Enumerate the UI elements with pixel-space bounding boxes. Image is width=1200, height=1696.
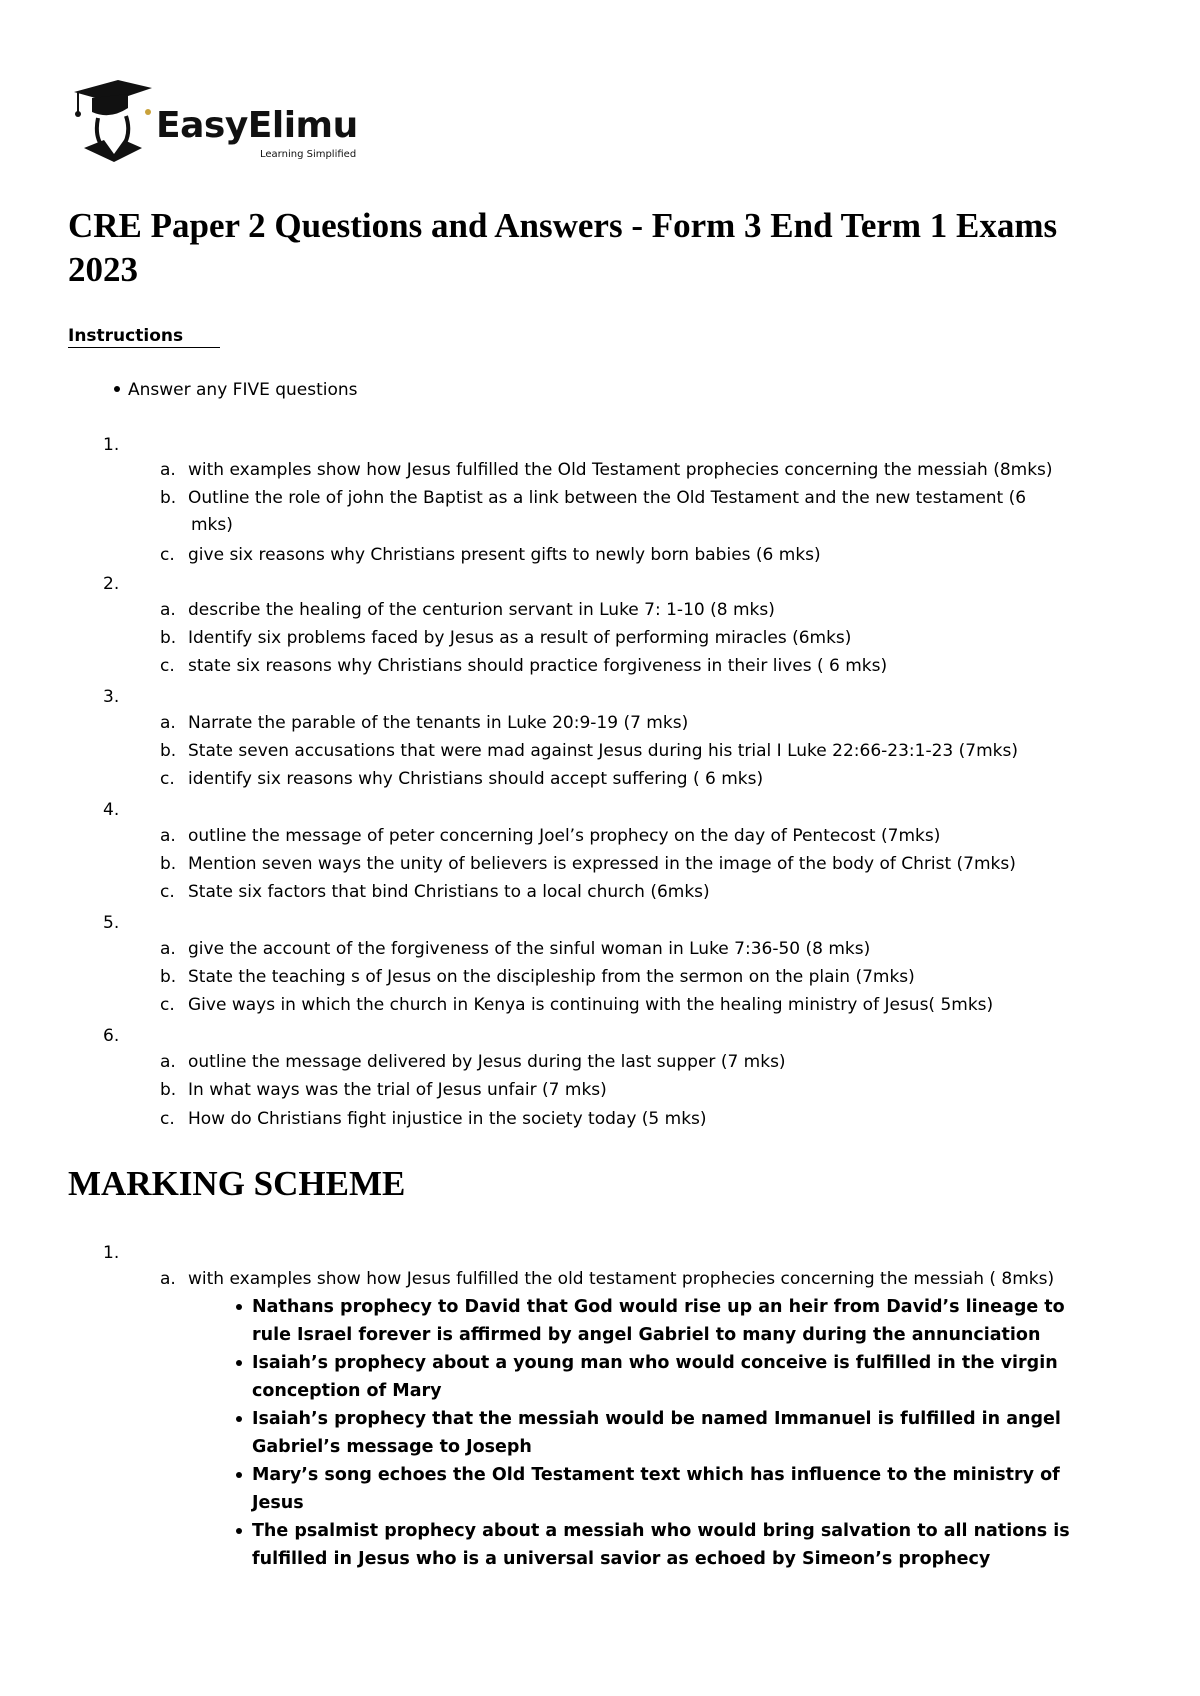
- question-part: a. outline the message delivered by Jesus during the last supper (7 mks): [160, 1052, 786, 1072]
- instructions-underline: [68, 347, 220, 348]
- question-part: b. In what ways was the trial of Jesus unfair (7 mks): [160, 1080, 607, 1100]
- answer-line: The psalmist prophecy about a messiah who would bring salvation to all nations is: [252, 1521, 1070, 1541]
- bullet-icon: [236, 1472, 242, 1478]
- question-part: c. give six reasons why Christians present gifts to newly born babies (6 mks): [160, 545, 821, 565]
- question-number: 6.: [103, 1026, 120, 1046]
- question-part: a. give the account of the forgiveness of the sinful woman in Luke 7:36-50 (8 mks): [160, 939, 871, 959]
- answer-line: fulfilled in Jesus who is a universal savior as echoed by Simeon’s prophecy: [252, 1549, 991, 1569]
- question-part: b. Identify six problems faced by Jesus as a result of performing miracles (6mks): [160, 628, 852, 648]
- bullet-icon: [236, 1528, 242, 1534]
- logo-tagline: Learning Simplified: [260, 149, 357, 160]
- question-part: b. Mention seven ways the unity of believers is expressed in the image of the body of Christ (7mks): [160, 854, 1016, 874]
- answer-line: Nathans prophecy to David that God would rise up an heir from David’s lineage to: [252, 1297, 1065, 1317]
- question-part: a. Narrate the parable of the tenants in Luke 20:9-19 (7 mks): [160, 713, 689, 733]
- question-part: b. State the teaching s of Jesus on the discipleship from the sermon on the plain (7mks): [160, 967, 915, 987]
- question-part: b. Outline the role of john the Baptist as a link between the Old Testament and the new testament (6: [160, 488, 1027, 508]
- instruction-item: Answer any FIVE questions: [114, 379, 358, 401]
- logo-wordmark: EasyElimu: [156, 105, 358, 146]
- easyelimu-logo: [70, 78, 390, 168]
- bullet-icon: [236, 1304, 242, 1310]
- question-number: 4.: [103, 800, 120, 820]
- question-part-continuation: mks): [191, 515, 233, 535]
- question-part: a. outline the message of peter concerning Joel’s prophecy on the day of Pentecost (7mks): [160, 826, 941, 846]
- page-title: CRE Paper 2 Questions and Answers - Form 3 End Term 1 Exams 2023: [68, 206, 1058, 289]
- bullet-icon: [236, 1360, 242, 1366]
- bullet-icon: [114, 386, 120, 392]
- instructions-heading: Instructions: [68, 326, 184, 346]
- answer-line: Gabriel’s message to Joseph: [252, 1437, 532, 1457]
- question-part: b. State seven accusations that were mad against Jesus during his trial I Luke 22:66-23:1-23 (7mks): [160, 741, 1018, 761]
- marking-scheme-heading: MARKING SCHEME: [68, 1164, 406, 1203]
- graduation-cap-icon: [70, 78, 160, 168]
- question-part: a. with examples show how Jesus fulfilled the Old Testament prophecies concerning the messiah (8mks): [160, 460, 1053, 480]
- question-part: c. State six factors that bind Christians to a local church (6mks): [160, 882, 710, 902]
- question-number: 1.: [103, 1243, 120, 1263]
- question-part: a. with examples show how Jesus fulfilled the old testament prophecies concerning the messiah ( 8mks): [160, 1269, 1055, 1289]
- question-part: a. describe the healing of the centurion servant in Luke 7: 1-10 (8 mks): [160, 600, 775, 620]
- bullet-icon: [236, 1416, 242, 1422]
- question-number: 5.: [103, 913, 120, 933]
- answer-line: Jesus: [252, 1493, 304, 1513]
- question-part: c. How do Christians fight injustice in the society today (5 mks): [160, 1109, 707, 1129]
- question-number: 3.: [103, 687, 120, 707]
- answer-line: conception of Mary: [252, 1381, 442, 1401]
- answer-line: Isaiah’s prophecy about a young man who would conceive is fulfilled in the virgin: [252, 1353, 1058, 1373]
- question-number: 2.: [103, 574, 120, 594]
- question-part: c. identify six reasons why Christians should accept suffering ( 6 mks): [160, 769, 764, 789]
- answer-line: rule Israel forever is affirmed by angel Gabriel to many during the annunciation: [252, 1325, 1041, 1345]
- question-part: c. Give ways in which the church in Kenya is continuing with the healing ministry of Jesus( 5mks): [160, 995, 994, 1015]
- answer-line: Mary’s song echoes the Old Testament text which has influence to the ministry of: [252, 1465, 1060, 1485]
- question-number: 1.: [103, 435, 120, 455]
- answer-line: Isaiah’s prophecy that the messiah would be named Immanuel is fulfilled in angel: [252, 1409, 1061, 1429]
- question-part: c. state six reasons why Christians should practice forgiveness in their lives ( 6 mks): [160, 656, 888, 676]
